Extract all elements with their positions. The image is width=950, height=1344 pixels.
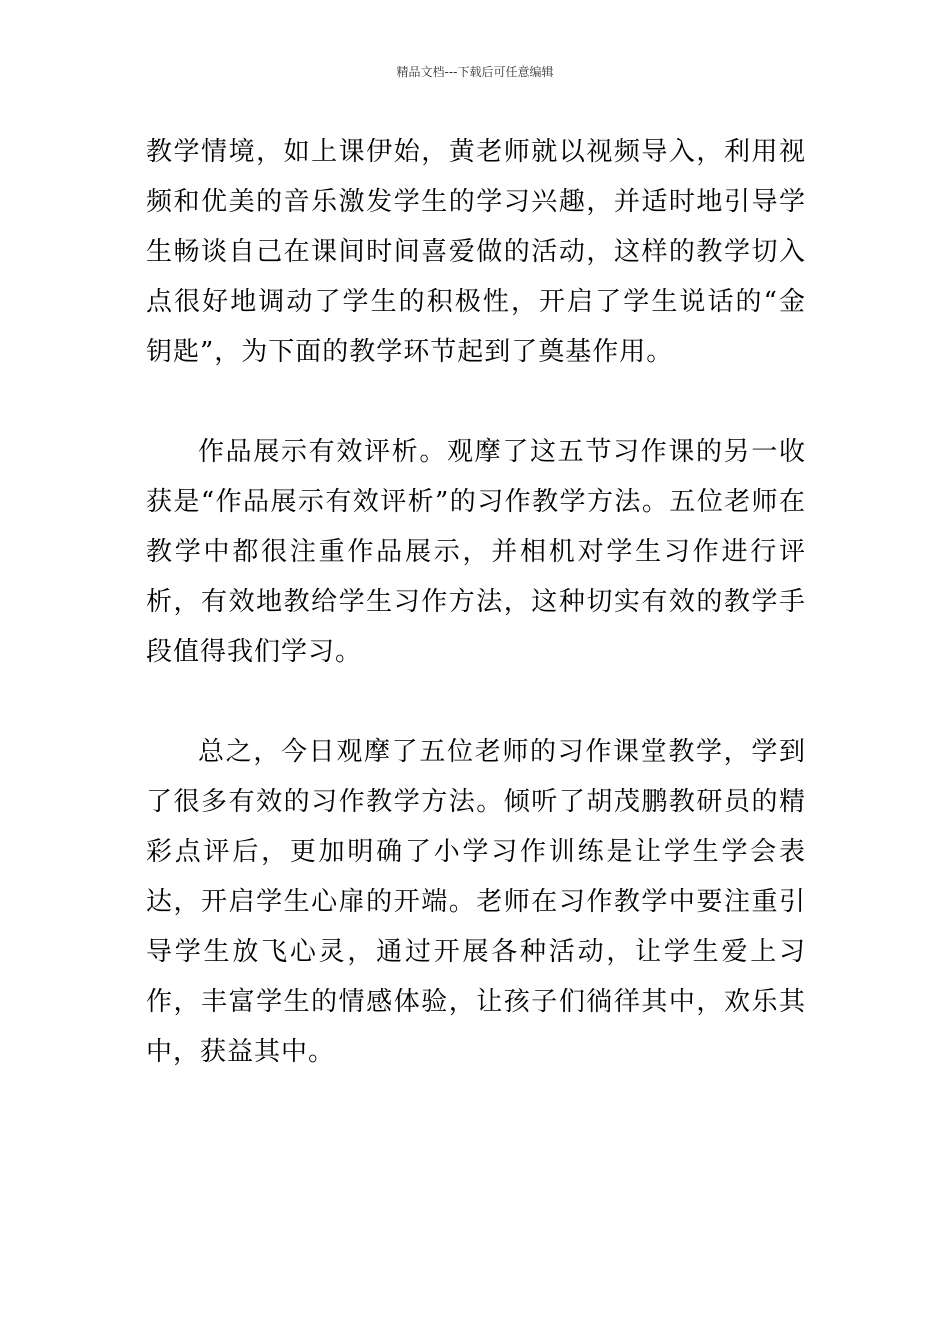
document-body <box>146 127 806 1077</box>
paragraph-gap <box>146 377 806 427</box>
paragraph-continuation: 教学情境，如上课伊始，黄老师就以视频导入，利用视频和优美的音乐激发学生的学习兴趣，并适时地引导学生畅谈自己在课间时间喜爱做的活动，这样的教学切入点很好地调动了学生的积极性，开启了学生说话的“金钥匙”，为下面的教学环节起到了奠基作用。 <box>146 137 806 367</box>
page-header: 精品文档---下载后可任意编辑 <box>396 65 554 79</box>
paragraph-conclusion: 总之，今日观摩了五位老师的习作课堂教学，学到了很多有效的习作教学方法。倾听了胡茂鹏教研员的精彩点评后，更加明确了小学习作训练是让学生学会表达，开启学生心扉的开端。老师在习作教学中要注重引导学生放飞心灵，通过开展各种活动，让学生爱上习作，丰富学生的情感体验，让孩子们徜徉其中，欢乐其中，获益其中。 <box>146 737 806 1067</box>
paragraph-gap <box>146 677 806 727</box>
paragraph-works-analysis: 作品展示有效评析。观摩了这五节习作课的另一收获是“作品展示有效评析”的习作教学方法。五位老师在教学中都很注重作品展示，并相机对学生习作进行评析，有效地教给学生习作方法，这种切实有效的教学手段值得我们学习。 <box>146 437 806 667</box>
